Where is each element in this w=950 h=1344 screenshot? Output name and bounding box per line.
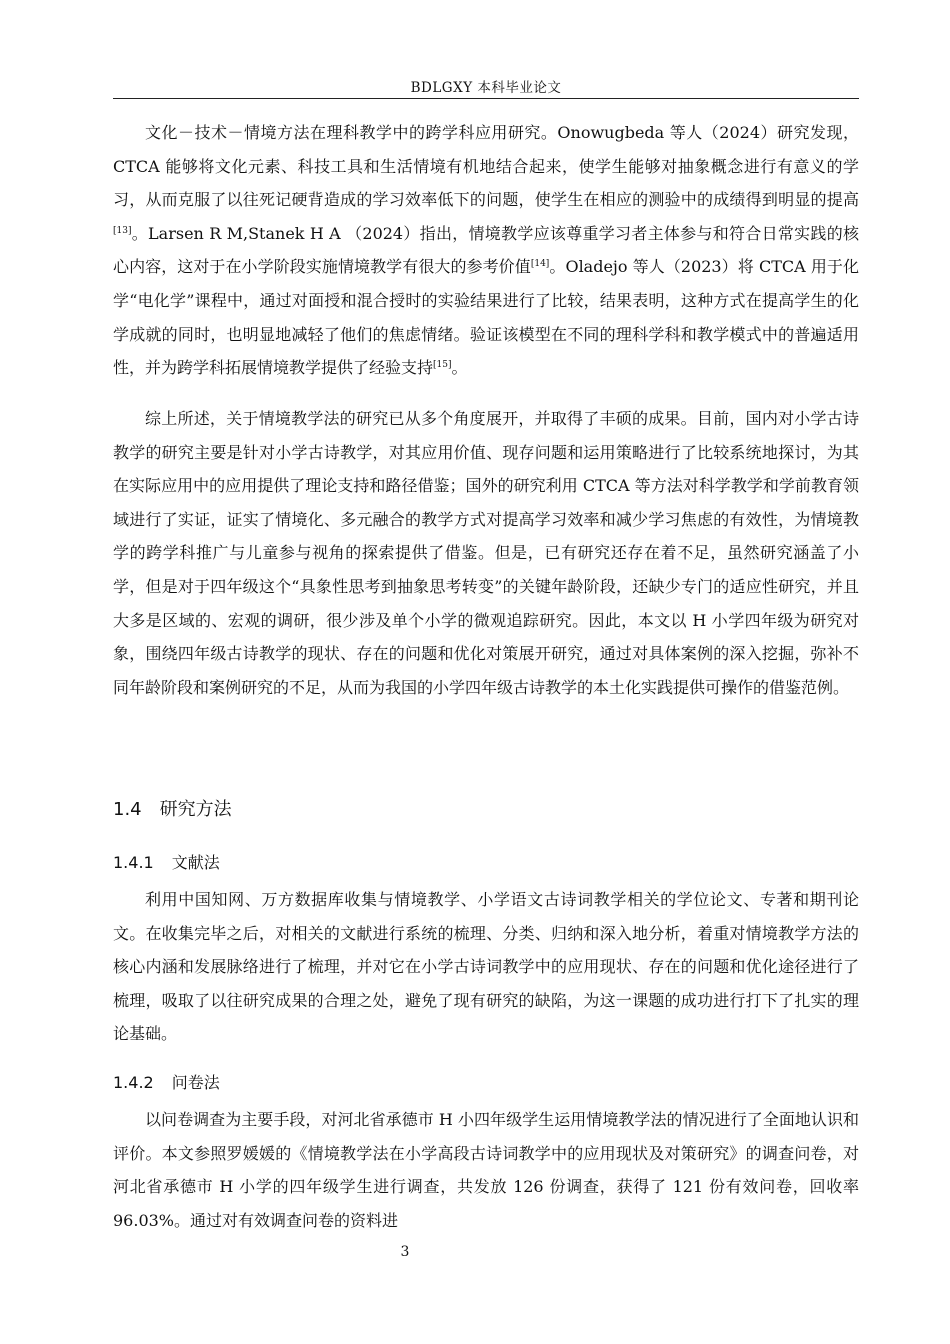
paragraph-4: 以问卷调查为主要手段，对河北省承德市 H 小四年级学生运用情境教学法的情况进行了全面地认识和评价。本文参照罗媛媛的《情境教学法在小学高段古诗词教学中的应用现状及对策研究》的调查问卷，对河北省承德市 H 小学的四年级学生进行调查，共发放 126 份调查，获得了 121 份有效问卷，回收率 96.03%。通过对有效调查问卷的资料进: [113, 1110, 859, 1230]
paragraph-1-text-d: 。: [451, 358, 468, 378]
paragraph-1-text-b: 。Larsen R M,Stanek H A （2024）指出，情境教学应该尊重学习者主体参与和符合日常实践的核心内容，这对于在小学阶段实施情境教学有很大的参考价值: [113, 223, 859, 277]
subsection-number: 1.4.1: [113, 853, 154, 872]
header-rule: [113, 98, 859, 99]
subsection-title: 问卷法: [171, 1073, 220, 1092]
paragraph-1-text-a: 文化－技术－情境方法在理科教学中的跨学科应用研究。Onowugbeda 等人（2024）研究发现，CTCA 能够将文化元素、科技工具和生活情境有机地结合起来，使学生能够对抽象概念进行有意义的学习，从而克服了以往死记硬背造成的学习效率低下的问题，使学生在相应的测验中的成绩得到明显的提高: [113, 123, 859, 210]
section-heading-1-4: [113, 795, 232, 821]
citation-13: [13]: [113, 225, 132, 236]
citation-14: [14]: [530, 259, 550, 270]
paragraph-ctca-studies: [113, 116, 859, 385]
paragraph-literature-method: [113, 883, 859, 1051]
paragraph-1-text-c: 。Oladejo 等人（2023）将 CTCA 用于化学“电化学”课程中，通过对面授和混合授时的实验结果进行了比较，结果表明，这种方式在提高学生的化学成就的同时，也明显地减轻了他们的焦虑情绪。验证该模型在不同的理科学科和教学模式中的普遍适用性，并为跨学科拓展情境教学提供了经验支持: [113, 257, 859, 378]
paragraph-2: 综上所述，关于情境教学法的研究已从多个角度展开，并取得了丰硕的成果。目前，国内对小学古诗教学的研究主要是针对小学古诗教学，对其应用价值、现存问题和运用策略进行了比较系统地探讨，为其在实际应用中的应用提供了理论支持和路径借鉴；国外的研究利用 CTCA 等方法对科学教学和学前教育领域进行了实证，证实了情境化、多元融合的教学方式对提高学习效率和减少学习焦虑的有效性，为情境教学的跨学科推广与儿童参与视角的探索提供了借鉴。但是，已有研究还存在着不足，虽然研究涵盖了小学，但是对于四年级这个“具象性思考到抽象思考转变”的关键年龄阶段，还缺少专门的适应性研究，并且大多是区域的、宏观的调研，很少涉及单个小学的微观追踪研究。因此，本文以 H 小学四年级为研究对象，围绕四年级古诗教学的现状、存在的问题和优化对策展开研究，通过对具体案例的深入挖掘，弥补不同年龄阶段和案例研究的不足，从而为我国的小学四年级古诗教学的本土化实践提供可操作的借鉴范例。: [113, 409, 859, 697]
subsection-heading-1-4-1: [113, 850, 220, 873]
paragraph-1: [113, 116, 859, 385]
running-header: BDLGXY 本科毕业论文: [410, 80, 562, 96]
citation-15: [15]: [433, 360, 452, 371]
paragraph-3: 利用中国知网、万方数据库收集与情境教学、小学语文古诗词教学相关的学位论文、专著和期刊论文。在收集完毕之后，对相关的文献进行系统的梳理、分类、归纳和深入地分析，着重对情境教学方法的核心内涵和发展脉络进行了梳理，并对它在小学古诗词教学中的应用现状、存在的问题和优化途径进行了梳理，吸取了以往研究成果的合理之处，避免了现有研究的缺陷，为这一课题的成功进行打下了扎实的理论基础。: [113, 890, 859, 1044]
section-number: 1.4: [113, 799, 142, 820]
subsection-title: 文献法: [171, 853, 220, 872]
paragraph-questionnaire-method: [113, 1103, 859, 1237]
section-title: 研究方法: [159, 799, 232, 820]
subsection-heading-1-4-2: [113, 1070, 220, 1093]
paragraph-summary: [113, 402, 859, 704]
page-number: 3: [400, 1244, 410, 1260]
subsection-number: 1.4.2: [113, 1073, 154, 1092]
